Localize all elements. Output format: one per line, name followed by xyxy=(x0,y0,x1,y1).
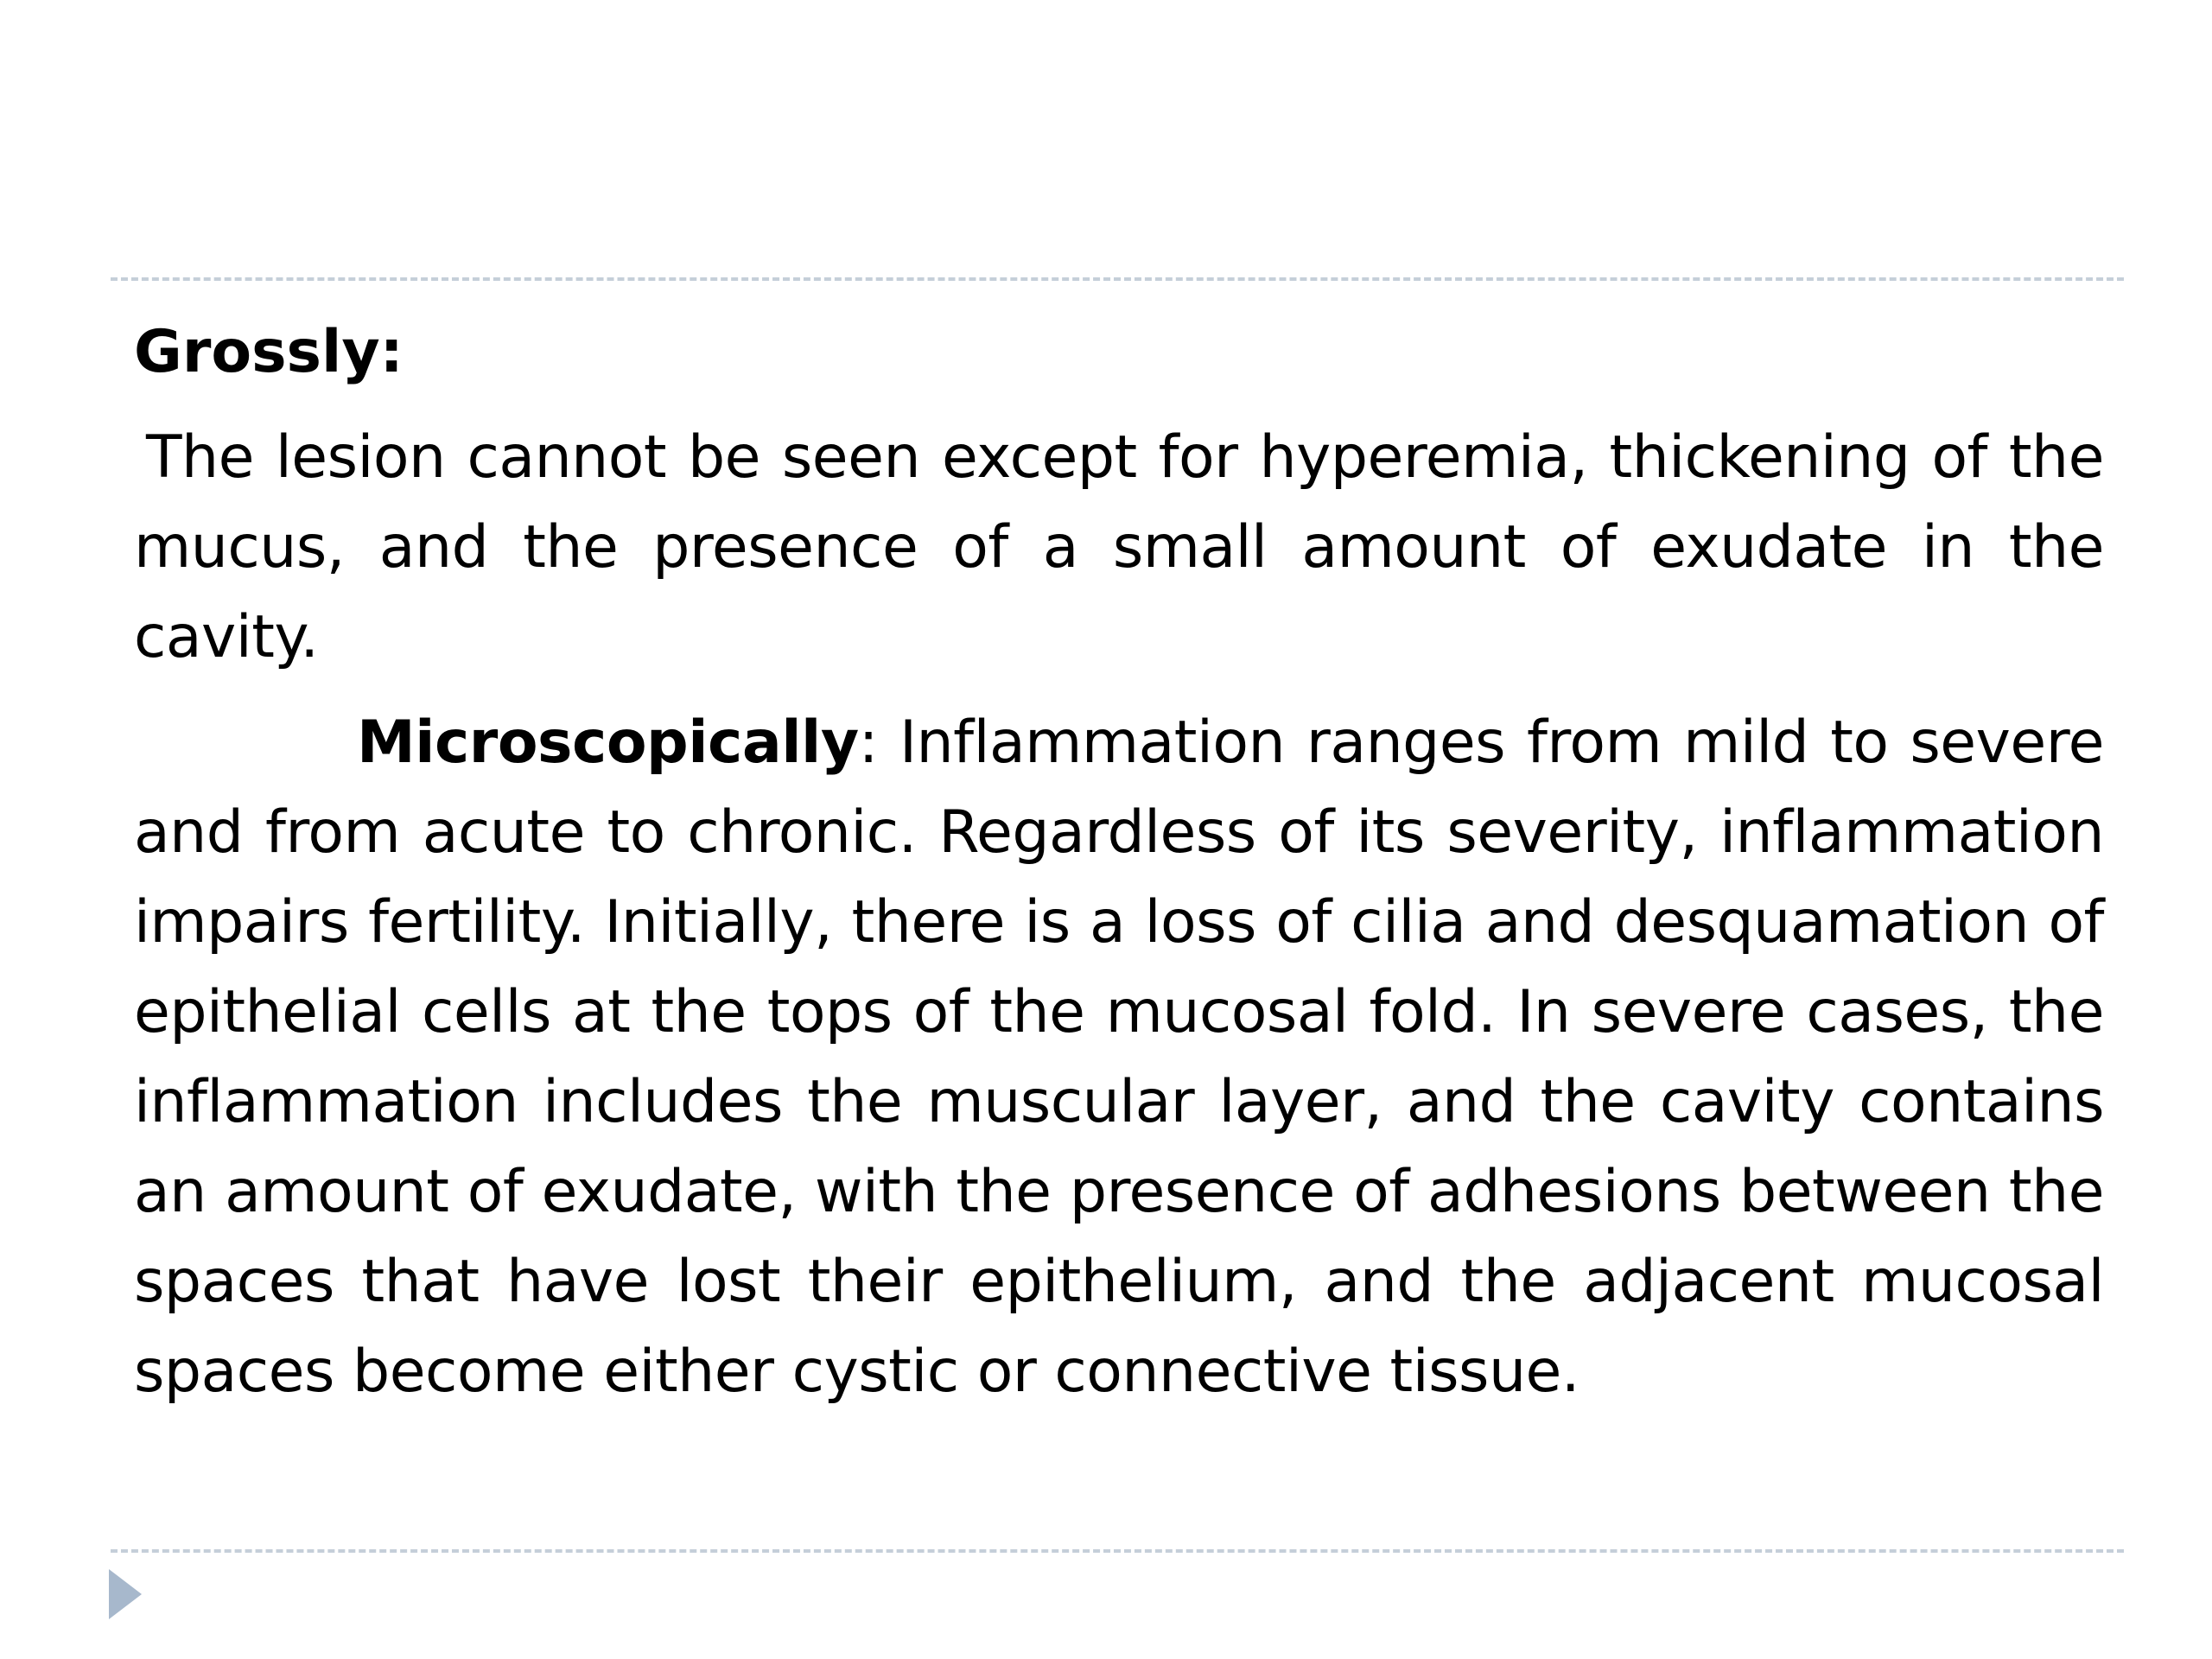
microscopically-label: Microscopically xyxy=(357,709,859,777)
microscopic-description xyxy=(134,698,2104,1417)
microscopic-text: Inflammation ranges from mild to severe and from acute to chronic. Regardless of its severity, inflammation impairs fertility. Initially, there is a loss of cilia and desquamation of epithelial cells at the tops of the mucosal fold. In severe cases, the inflammation includes the muscular layer, and the cavity contains an amount of exudate, with the presence of adhesions between the spaces that have lost their epithelium, and the adjacent mucosal spaces become either cystic or connective tissue. xyxy=(134,709,2104,1406)
microscopically-colon: : xyxy=(858,709,879,777)
grossly-heading: Grossly: xyxy=(134,318,404,386)
top-divider xyxy=(111,277,2124,281)
slide-body xyxy=(134,308,2104,1433)
bottom-divider xyxy=(111,1549,2124,1553)
gross-description: The lesion cannot be seen except for hyperemia, thickening of the mucus, and the presence of a small amount of exudate in the cavity. xyxy=(134,423,2104,671)
play-triangle-icon[interactable] xyxy=(109,1569,142,1619)
